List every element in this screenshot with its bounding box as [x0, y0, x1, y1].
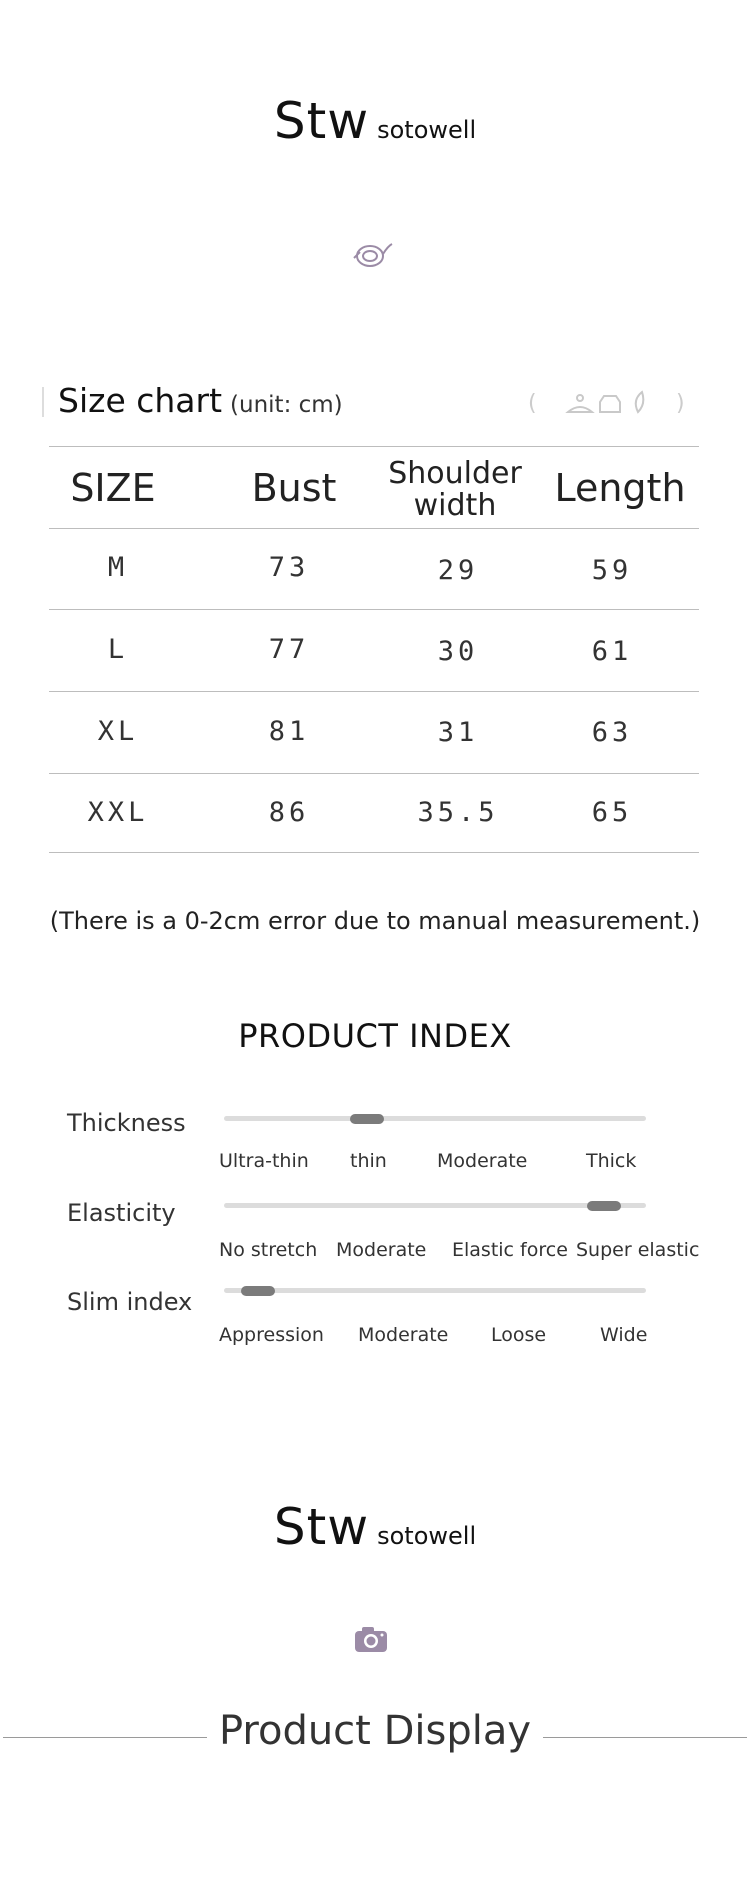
camera-icon: [354, 1625, 388, 1653]
table-cell: 63: [591, 717, 633, 748]
elasticity-indicator: [587, 1201, 621, 1211]
index-option: Moderate: [358, 1324, 449, 1346]
wash-icon: [568, 395, 592, 412]
brand-logo-text: Stw: [273, 1498, 370, 1556]
leaf-icon: [636, 392, 644, 412]
brand-logo-text: Stw: [273, 92, 370, 150]
column-header-length: Length: [554, 466, 686, 510]
table-divider: [49, 446, 699, 447]
index-option: Loose: [491, 1324, 547, 1346]
thickness-track: [224, 1116, 646, 1121]
index-option: Appression: [219, 1324, 324, 1346]
index-label-slim-index: Slim index: [67, 1288, 193, 1316]
index-option: Thick: [586, 1150, 637, 1172]
index-option: No stretch: [219, 1239, 318, 1261]
table-cell: 30: [437, 636, 479, 667]
slim-index-track: [224, 1288, 646, 1293]
index-option: Wide: [600, 1324, 648, 1346]
slim-index-indicator: [241, 1286, 275, 1296]
elasticity-track: [224, 1203, 646, 1208]
index-option: Moderate: [437, 1150, 528, 1172]
table-cell: 77: [268, 634, 310, 665]
brand-logo-bottom: [0, 1498, 750, 1556]
product-display-title: Product Display: [218, 1708, 532, 1754]
table-cell: M: [107, 552, 129, 583]
product-index-title: PRODUCT INDEX: [238, 1017, 512, 1055]
table-cell: L: [107, 634, 129, 665]
svg-text:(: (: [528, 391, 537, 416]
index-option: Super elastic: [576, 1239, 700, 1261]
table-divider: [49, 852, 699, 853]
table-cell: 73: [268, 552, 310, 583]
index-option: thin: [350, 1150, 387, 1172]
snail-icon: [350, 236, 394, 272]
table-cell: XXL: [87, 797, 149, 828]
brand-logo-top: [0, 92, 750, 150]
index-option: Moderate: [336, 1239, 427, 1261]
table-cell: 35.5: [417, 797, 499, 828]
divider-right: [543, 1737, 747, 1738]
table-divider: [49, 609, 699, 610]
index-option: Elastic force: [452, 1239, 568, 1261]
table-cell: 61: [591, 636, 633, 667]
table-cell: 31: [437, 717, 479, 748]
measurement-note: (There is a 0-2cm error due to manual measurement.): [49, 907, 701, 935]
column-header-size: SIZE: [70, 466, 156, 510]
table-cell: XL: [97, 716, 139, 747]
svg-text:): ): [676, 391, 685, 416]
table-cell: 59: [591, 555, 633, 586]
table-cell: 29: [437, 555, 479, 586]
table-divider: [49, 691, 699, 692]
column-header-shoulder-width: Shoulder width: [388, 456, 522, 523]
index-label-thickness: Thickness: [67, 1109, 186, 1137]
table-divider: [49, 528, 699, 529]
table-cell: 65: [591, 797, 633, 828]
thickness-indicator: [350, 1114, 384, 1124]
size-chart-title-text: Size chart: [58, 381, 223, 420]
bottle-icon: [600, 396, 620, 412]
brand-name: sotowell: [377, 116, 477, 144]
size-chart-unit: (unit: cm): [230, 392, 343, 418]
index-label-elasticity: Elasticity: [67, 1199, 176, 1227]
table-divider: [49, 773, 699, 774]
size-chart-title: [58, 381, 343, 420]
table-cell: 86: [268, 797, 310, 828]
brand-name: sotowell: [377, 1522, 477, 1550]
column-header-bust: Bust: [251, 466, 337, 510]
table-cell: 81: [268, 716, 310, 747]
index-option: Ultra-thin: [219, 1150, 309, 1172]
title-accent-bar: [42, 387, 44, 417]
care-icons: [528, 388, 688, 418]
